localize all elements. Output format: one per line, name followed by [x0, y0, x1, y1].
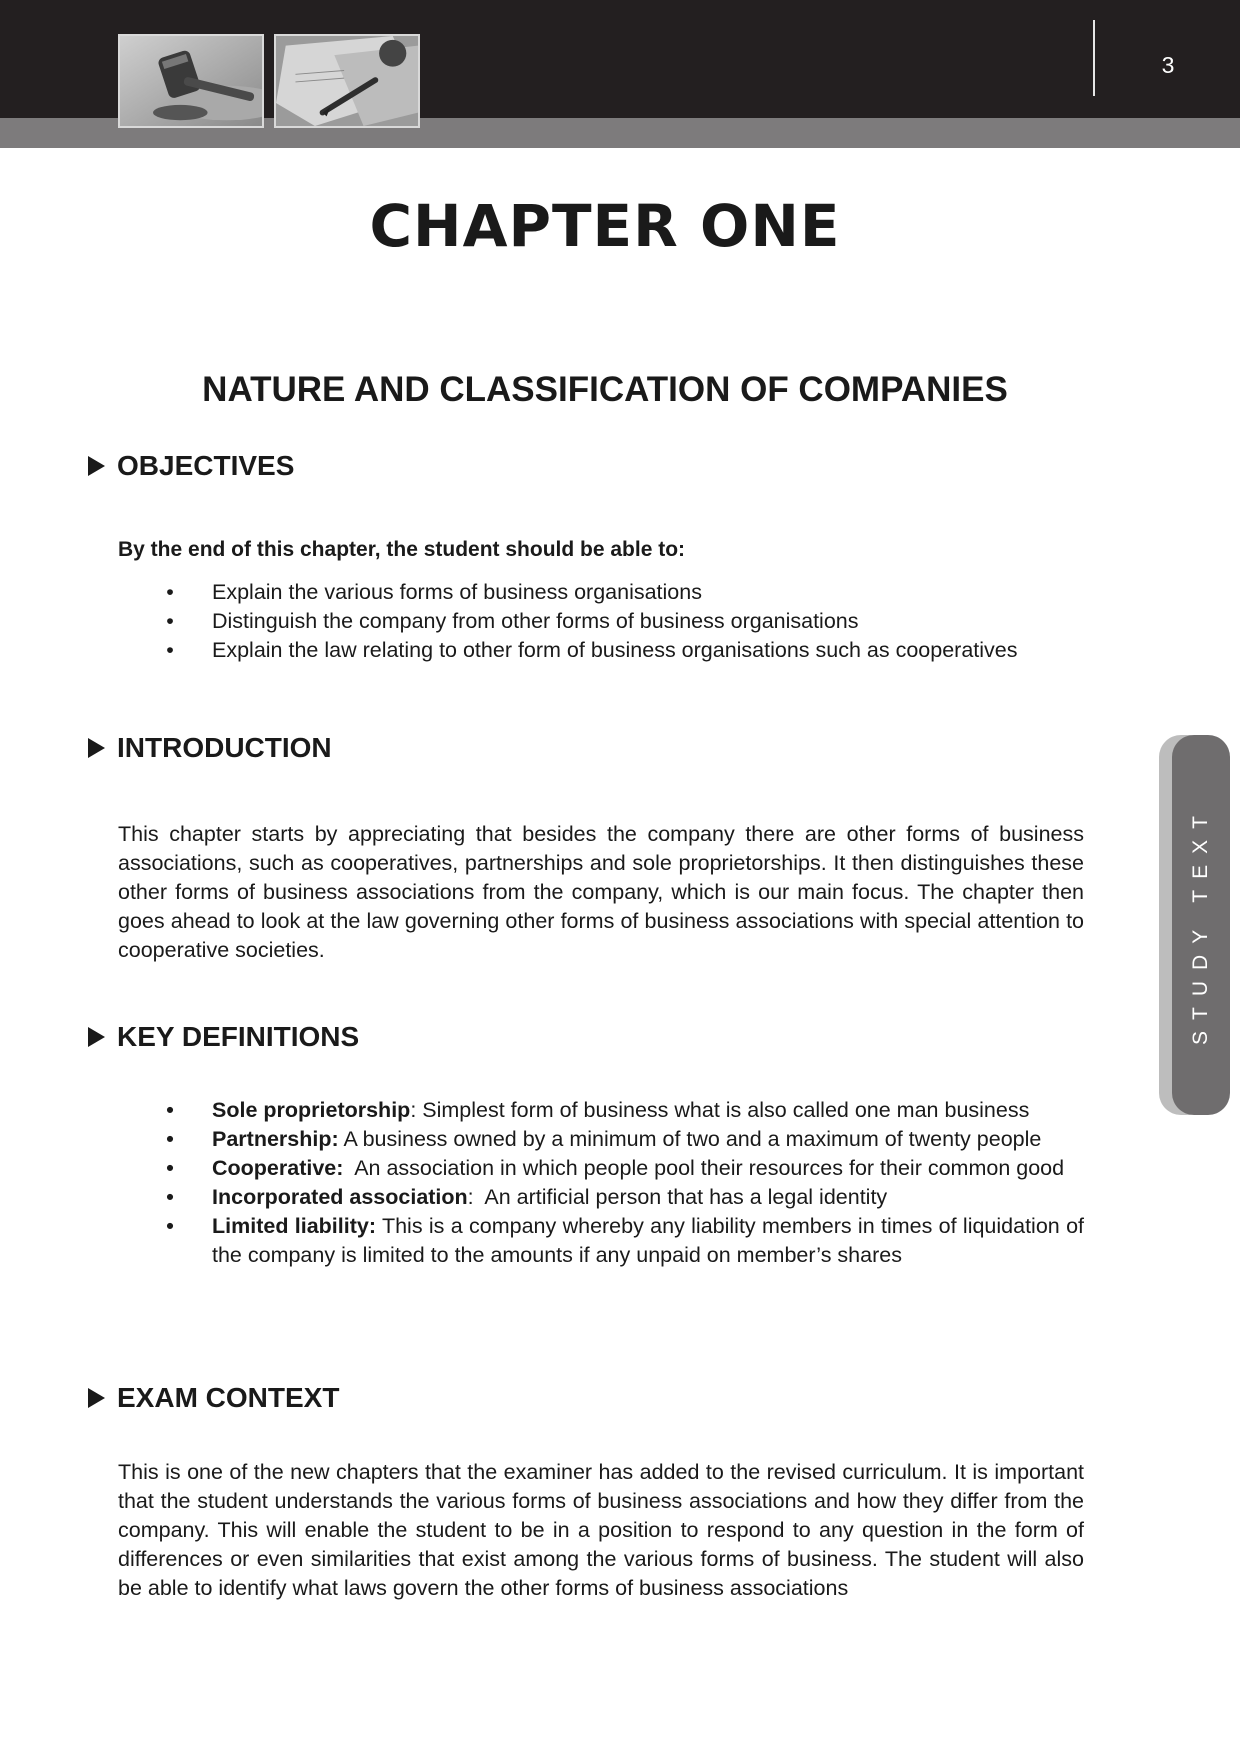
definition-term: Partnership: [212, 1127, 339, 1151]
definition-text: Simplest form of business what is also called one man business [422, 1098, 1030, 1122]
definition-term: Incorporated association [212, 1185, 468, 1209]
objective-text: Explain the various forms of business organisations [212, 580, 702, 604]
objectives-heading [88, 450, 294, 482]
exam-context-heading-label: EXAM CONTEXT [117, 1382, 340, 1413]
play-arrow-icon [88, 1027, 105, 1047]
definition-term: Limited liability: [212, 1214, 377, 1238]
list-item [118, 636, 1084, 665]
bullet-icon: • [166, 1214, 174, 1238]
definition-separator: : [467, 1185, 485, 1209]
bullet-icon: • [166, 1098, 174, 1122]
list-item [118, 1154, 1084, 1183]
objectives-heading-label: OBJECTIVES [117, 450, 295, 481]
play-arrow-icon [88, 738, 105, 758]
pen-document-photo [274, 34, 420, 128]
gavel-photo [118, 34, 264, 128]
key-definitions-heading-label: KEY DEFINITIONS [117, 1021, 360, 1052]
introduction-heading-label: INTRODUCTION [117, 732, 332, 763]
objective-text: Distinguish the company from other forms of business organisations [212, 609, 859, 633]
definition-text: A business owned by a minimum of two and a maximum of twenty people [343, 1127, 1042, 1151]
definitions-list [118, 1096, 1084, 1270]
study-text-label: STUDY TEXT [1189, 805, 1212, 1045]
bullet-icon: • [166, 609, 174, 633]
definition-text: An association in which people pool their resources for their common good [354, 1156, 1065, 1180]
objectives-list [118, 578, 1084, 665]
list-item [118, 607, 1084, 636]
objective-text: Explain the law relating to other form of business organisations such as cooperatives [212, 638, 1018, 662]
bullet-icon: • [166, 1185, 174, 1209]
exam-context-text: This is one of the new chapters that the examiner has added to the revised curriculum. It is important that the student understands the various forms of business associations and how they differ from the company. This will enable the student to be in a position to respond to any question in the form of differences or even similarities that exist among the various forms of business. The student will also be able to identify what laws govern the other forms of business associations [118, 1460, 1084, 1600]
bullet-icon: • [166, 638, 174, 662]
list-item [118, 1183, 1084, 1212]
exam-context-heading [88, 1382, 339, 1414]
list-item [118, 1212, 1084, 1270]
bullet-icon: • [166, 580, 174, 604]
list-item [118, 578, 1084, 607]
objectives-lead: By the end of this chapter, the student should be able to: [118, 538, 686, 561]
definition-term: Cooperative: [212, 1156, 344, 1180]
page-number: 3 [1161, 52, 1175, 78]
play-arrow-icon [88, 456, 105, 476]
definition-separator [343, 1156, 354, 1180]
list-item [118, 1096, 1084, 1125]
bullet-icon: • [166, 1127, 174, 1151]
definition-text: This is a company whereby any liability members in times of liquidation of the company is limited to the amounts if any unpaid on member’s shares [212, 1214, 1085, 1267]
definition-text: An artificial person that has a legal identity [484, 1185, 888, 1209]
definition-separator: : [410, 1098, 423, 1122]
list-item [118, 1125, 1084, 1154]
header-divider [1093, 20, 1095, 96]
definition-term: Sole proprietorship [212, 1098, 411, 1122]
bullet-icon: • [166, 1156, 174, 1180]
key-definitions-heading [88, 1021, 359, 1053]
chapter-title: CHAPTER ONE [369, 192, 841, 260]
play-arrow-icon [88, 1388, 105, 1408]
chapter-subtitle: NATURE AND CLASSIFICATION OF COMPANIES [202, 370, 1008, 409]
introduction-heading [88, 732, 332, 764]
introduction-text: This chapter starts by appreciating that besides the company there are other forms of business associations, such as cooperatives, partnerships and sole proprietorships. It then distinguishes these other forms of business associations from the company, which is our main focus. The chapter then goes ahead to look at the law governing other forms of business associations with special attention to cooperative societies. [118, 822, 1084, 962]
